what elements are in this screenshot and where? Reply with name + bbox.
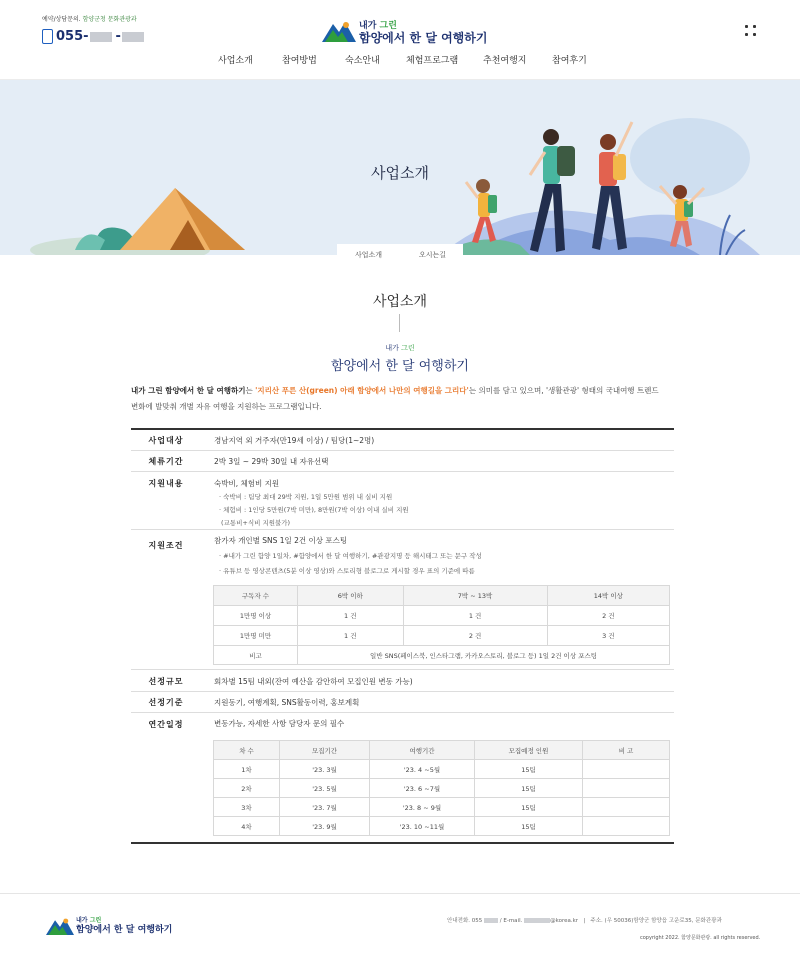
program-subtitle: 내가 그린 (385, 344, 415, 352)
hero-title: 사업소개 (371, 164, 429, 182)
row-support: 지원내용 숙박비, 체험비 지원 · 숙박비 : 팀당 최대 29박 지원, 1일 5만원 범위 내 실비 지원 · 체험비 : 1인당 5만원(7박 미만), 8만원(7박 이상) 이내 실비 지원 (교통비+식비 지원불가) (131, 471, 674, 529)
program-title: 함양에서 한 달 여행하기 (331, 359, 469, 374)
footer-contact: 안내전화. 055 / E-mail. @korea.kr | 주소. (우 50036)함양군 함양읍 고운로35, 문화관광과 (447, 918, 722, 924)
phone-number[interactable]: 055- - (42, 26, 145, 42)
row-condition: 지원조건 참가자 개인별 SNS 1일 2건 이상 포스팅 · #내가 그린 함양 1일차, #함양에서 한 달 여행하기, #관광지명 등 해시태그 또는 문구 작성 · 유튜브 등 영상콘텐츠(5분 이상 영상)와 스토리형 블로그로 게시할 경우 표의 기준에 따름 (131, 529, 674, 669)
divider (399, 314, 400, 332)
row-schedule: 연간일정 변동가능, 자세한 사항 담당자 문의 필수 (131, 712, 674, 844)
row-criteria: 선정기준 지원동기, 여행계획, SNS활동이력, 홍보계획 (131, 691, 674, 712)
mountain-logo-icon (46, 915, 74, 937)
schedule-table: 차 수 모집기간 여행기간 모집예정 인원 비 고 1차 '23. 3월 '23. 4 ~5월 15팀 2차 '23. 5월 '23. 6 ~7월 15팀 3차 '23. 7월 '23. 8 ~ 9월 15팀 4차 '23. 9월 '23. 10 ~11월 15팀 (213, 740, 670, 836)
row-target: 사업대상 경남지역 외 거주자(만19세 이상) / 팀당(1~2명) (131, 428, 674, 450)
mountain-logo-icon (322, 18, 356, 44)
site-footer (0, 893, 800, 967)
intro-text: 내가 그린 함양에서 한 달 여행하기는 '지리산 푸른 산(green) 아래 함양에서 나만의 여행길을 그리다'는 의미를 담고 있으며, '생활관광' 형태의 국내여행 트렌드 변화에 발맞춰 개별 자유 여행을 지원하는 프로그램입니다. (131, 386, 659, 411)
site-logo[interactable]: 내가 그린 함양에서 한 달 여행하기 (322, 18, 482, 44)
masked-email (524, 918, 550, 923)
site-header (0, 0, 800, 80)
phone-icon (42, 29, 53, 44)
nav-item-reviews[interactable]: 참여후기 (552, 56, 587, 66)
inquiry-label: 예약/상담문의. 함양군청 문화관광과 (42, 16, 137, 23)
menu-grid-icon[interactable] (745, 25, 757, 37)
section-title: 사업소개 (372, 294, 428, 310)
nav-item-howto[interactable]: 참여방법 (282, 56, 317, 66)
nav-item-intro[interactable]: 사업소개 (218, 56, 253, 66)
main-nav (0, 53, 800, 67)
row-period: 체류기간 2박 3일 ~ 29박 30일 내 자유선택 (131, 450, 674, 471)
sub-tabs (337, 244, 463, 266)
nav-item-lodging[interactable]: 숙소안내 (345, 56, 380, 66)
tab-intro[interactable]: 사업소개 (355, 251, 383, 259)
nav-item-programs[interactable]: 체험프로그램 (406, 56, 459, 66)
hero-banner (0, 80, 800, 255)
masked-digits (484, 918, 498, 923)
footer-logo[interactable]: 내가 그린 함양에서 한 달 여행하기 (46, 915, 186, 939)
sns-posting-table: 구독자 수 6박 이하 7박 ~ 13박 14박 이상 1만명 이상 1 건 1 건 2 건 1만명 미만 1 건 2 건 3 건 비고 일반 SNS(페이스북, 인스타그램, 카카오스토리, 블로그 등) 1일 2건 이상 포스팅 (213, 585, 670, 665)
masked-digits (90, 32, 112, 42)
row-scale: 선정규모 회차별 15팀 내외(잔여 예산을 감안하여 모집인원 변동 가능) (131, 669, 674, 691)
tab-directions[interactable]: 오시는길 (419, 251, 447, 259)
nav-item-destinations[interactable]: 추천여행지 (483, 56, 527, 66)
copyright: copyright 2022. 함양문화관광. all rights reserved. (640, 935, 761, 941)
masked-digits (122, 32, 144, 42)
